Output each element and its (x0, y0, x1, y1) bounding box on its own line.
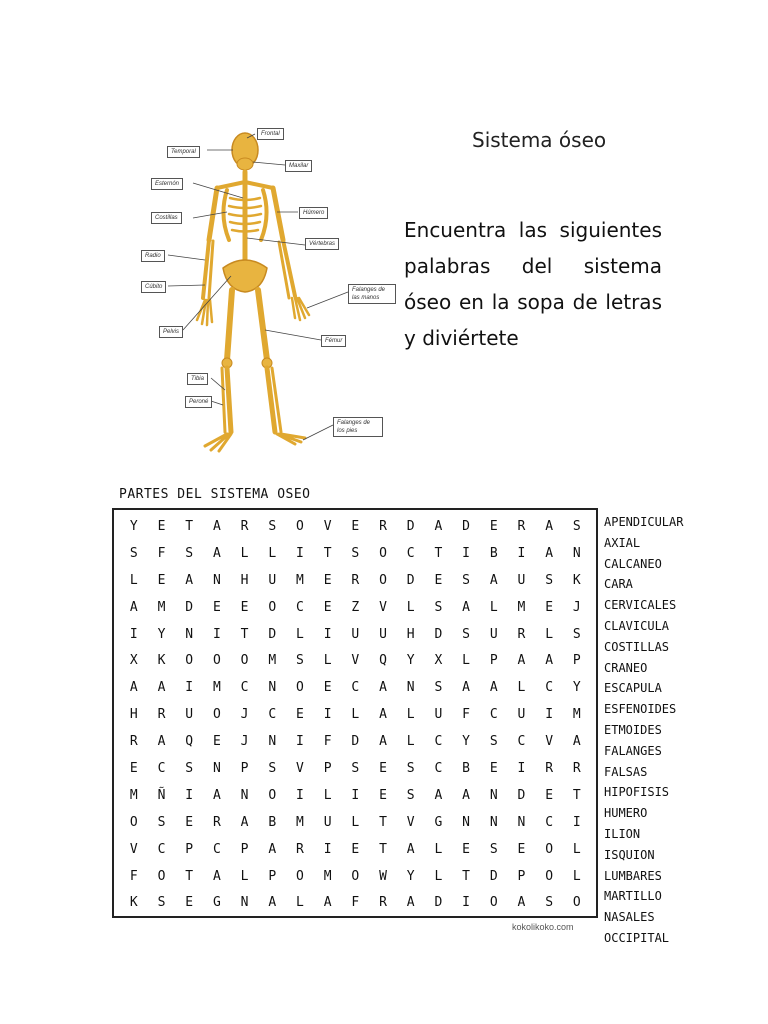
word-list-item: LUMBARES (604, 868, 662, 883)
grid-cell: S (351, 761, 360, 777)
grid-cell: D (268, 626, 277, 642)
grid-cell: P (489, 653, 498, 669)
grid-cell: V (351, 653, 360, 669)
grid-cell: U (517, 707, 526, 723)
grid-cell: L (434, 868, 443, 884)
grid-cell: K (129, 895, 138, 911)
grid-cell: Y (462, 734, 470, 750)
grid-cell: U (434, 707, 443, 723)
label-cubito: Cúbito (141, 281, 166, 293)
grid-cell: V (323, 519, 332, 534)
grid-cell: X (434, 653, 443, 669)
grid-cell: S (572, 626, 581, 642)
word-list-item: MARTILLO (604, 889, 662, 904)
word-list-item: CLAVICULA (604, 618, 670, 633)
grid-cell: C (351, 680, 360, 696)
grid-cell: E (185, 895, 194, 911)
grid-cell: Y (406, 653, 415, 669)
grid-cell: H (129, 707, 138, 723)
grid-cell: B (268, 814, 277, 830)
grid-cell: D (434, 626, 443, 642)
grid-cell: U (379, 626, 387, 642)
grid-cell: A (379, 734, 387, 750)
word-list-item: ISQUION (604, 847, 655, 862)
grid-cell: E (351, 519, 360, 534)
grid-cell: S (434, 599, 443, 615)
label-costillas: Costillas (151, 212, 182, 224)
grid-cell: S (545, 572, 554, 588)
grid-cell: N (406, 680, 415, 696)
grid-cell: A (268, 841, 277, 857)
grid-cell: R (379, 895, 387, 911)
grid-cell: U (517, 572, 526, 588)
grid-cell: D (434, 895, 443, 911)
grid-cell: D (489, 868, 498, 884)
grid-cell: G (434, 814, 443, 830)
grid-cell: S (268, 519, 277, 534)
grid-cell: D (351, 734, 360, 750)
grid-cell: E (379, 787, 387, 803)
grid-cell: M (572, 707, 581, 723)
grid-cell: I (212, 626, 221, 642)
label-tibia: Tibia (187, 373, 208, 385)
grid-cell: C (157, 761, 166, 777)
grid-cell: A (517, 895, 526, 911)
grid-cell: O (545, 841, 554, 857)
grid-cell: P (572, 653, 581, 669)
grid-cell: L (434, 841, 443, 857)
grid-cell: E (129, 761, 138, 777)
grid-cell: A (572, 734, 581, 750)
grid-cell: A (545, 519, 554, 534)
grid-cell: Ñ (157, 787, 166, 803)
instructions-text: Encuentra las siguientes palabras del sistema óseo en la sopa de letras y diviértete (404, 218, 662, 350)
grid-cell: S (157, 814, 166, 830)
grid-cell: N (572, 545, 581, 561)
word-list-item: FALANGES (604, 743, 662, 758)
grid-cell: S (434, 680, 443, 696)
grid-cell: U (185, 707, 194, 723)
grid-cell: A (129, 680, 138, 696)
grid-cell: I (517, 761, 526, 777)
grid-cell: T (572, 787, 581, 803)
grid-cell: C (406, 545, 415, 561)
grid-cell: R (572, 761, 581, 777)
grid-cell: L (240, 868, 249, 884)
grid-cell: C (545, 680, 554, 696)
grid-cell: S (157, 895, 166, 911)
grid-cell: N (212, 761, 221, 777)
grid-cell: S (268, 761, 277, 777)
grid-cell: Y (406, 868, 415, 884)
grid-cell: O (296, 519, 304, 534)
grid-cell: T (462, 868, 470, 884)
grid-cell: I (323, 626, 332, 642)
grid-cell: R (157, 707, 166, 723)
grid-cell: T (240, 626, 249, 642)
grid-cell: E (157, 519, 166, 534)
grid-cell: D (406, 519, 415, 534)
grid-cell: R (129, 734, 138, 750)
grid-cell: L (517, 680, 526, 696)
grid-cell: I (129, 626, 138, 642)
grid-cell: C (434, 761, 443, 777)
grid-cell: C (489, 707, 498, 723)
word-list-item: APENDICULAR (604, 515, 684, 529)
grid-cell: L (323, 787, 332, 803)
grid-cell: H (240, 572, 249, 588)
page-title: Sistema óseo (472, 128, 607, 152)
grid-cell: V (545, 734, 554, 750)
grid-cell: D (185, 599, 194, 615)
grid-cell: A (379, 707, 387, 723)
grid-cell: O (379, 572, 387, 588)
grid-cell: T (379, 814, 387, 830)
grid-cell: Z (351, 599, 360, 615)
grid-cell: O (212, 707, 221, 723)
grid-cell: R (379, 519, 387, 534)
word-list-item: ESFENOIDES (604, 702, 677, 717)
grid-cell: M (517, 599, 526, 615)
grid-cell: E (157, 572, 166, 588)
grid-cell: D (462, 519, 470, 534)
word-list (604, 512, 716, 945)
grid-cell: E (489, 519, 498, 534)
grid-cell: P (240, 761, 249, 777)
grid-cell: M (323, 868, 332, 884)
grid-cell: O (129, 814, 138, 830)
grid-cell: T (323, 545, 332, 561)
grid-cell: A (462, 680, 470, 696)
label-perone: Peroné (185, 396, 212, 408)
grid-cell: R (240, 519, 249, 534)
grid-cell: T (434, 545, 443, 561)
grid-cell: E (517, 841, 526, 857)
grid-cell: E (489, 761, 498, 777)
grid-cell: E (240, 599, 249, 615)
grid-cell: P (240, 841, 249, 857)
grid-cell: O (268, 787, 277, 803)
label-maxilar: Maxilar (285, 160, 312, 172)
grid-cell: S (489, 841, 498, 857)
grid-cell: R (545, 761, 554, 777)
grid-cell: S (296, 653, 304, 669)
word-list-item: NASALES (604, 910, 655, 925)
grid-cell: L (240, 545, 249, 561)
grid-cell: C (545, 814, 554, 830)
grid-cell: A (517, 653, 526, 669)
grid-cell: A (489, 572, 498, 588)
grid-cell: T (185, 868, 194, 884)
grid-cell: J (240, 707, 249, 723)
grid-cell: L (296, 626, 304, 642)
grid-cell: C (517, 734, 526, 750)
grid-cell: O (296, 680, 304, 696)
grid-cell: E (323, 599, 332, 615)
grid-cell: U (351, 626, 360, 642)
grid-cell: M (296, 814, 304, 830)
word-list-item: CALCANEO (604, 556, 662, 571)
grid-cell: Y (572, 680, 581, 696)
grid-cell: E (185, 814, 194, 830)
grid-cell: U (489, 626, 498, 642)
grid-cell: E (545, 599, 554, 615)
grid-cell: S (572, 519, 581, 534)
grid-cell: O (240, 653, 249, 669)
label-radio: Radio (141, 250, 165, 262)
grid-cell: V (129, 841, 138, 857)
grid-cell: E (212, 599, 221, 615)
grid-cell: M (212, 680, 221, 696)
grid-cell: L (323, 653, 332, 669)
label-humero: Húmero (299, 207, 328, 219)
grid-cell: N (212, 572, 221, 588)
grid-cell: R (517, 519, 526, 534)
grid-cell: R (212, 814, 221, 830)
wordsearch-grid-box (112, 508, 598, 918)
grid-cell: L (351, 814, 360, 830)
grid-cell: I (572, 814, 581, 830)
label-vertebras: Vértebras (305, 238, 339, 250)
grid-cell: A (434, 787, 443, 803)
grid-cell: C (240, 680, 249, 696)
label-pelvis: Pelvis (159, 326, 183, 338)
grid-cell: M (157, 599, 166, 615)
grid-cell: Q (379, 653, 387, 669)
grid-cell: A (323, 895, 332, 911)
grid-cell: A (462, 787, 470, 803)
grid-cell: L (129, 572, 138, 588)
grid-cell: X (129, 653, 138, 669)
grid-cell: N (517, 814, 526, 830)
grid-cell: E (462, 841, 470, 857)
grid-cell: I (296, 734, 304, 750)
grid-cell: L (572, 841, 581, 857)
grid-cell: L (268, 545, 277, 561)
grid-cell: L (489, 599, 498, 615)
grid-cell: J (572, 599, 581, 615)
grid-cell: I (462, 545, 470, 561)
grid-cell: L (572, 868, 581, 884)
grid-cell: R (517, 626, 526, 642)
grid-cell: A (212, 519, 221, 534)
label-femur: Fémur (321, 335, 346, 347)
grid-cell: B (462, 761, 470, 777)
grid-cell: P (517, 868, 526, 884)
grid-cell: S (406, 787, 415, 803)
grid-cell: D (517, 787, 526, 803)
grid-cell: F (462, 707, 470, 723)
grid-cell: E (296, 707, 304, 723)
grid-cell: M (268, 653, 277, 669)
grid-cell: O (296, 868, 304, 884)
grid-cell: O (157, 868, 166, 884)
grid-cell: A (129, 599, 138, 615)
grid-cell: I (462, 895, 470, 911)
word-list-item: ESCAPULA (604, 681, 662, 696)
grid-cell: L (351, 707, 360, 723)
grid-cell: I (185, 787, 194, 803)
grid-cell: A (212, 787, 221, 803)
grid-cell: A (545, 545, 554, 561)
grid-cell: N (489, 787, 498, 803)
grid-cell: O (351, 868, 360, 884)
grid-cell: N (489, 814, 498, 830)
grid-cell: O (185, 653, 194, 669)
grid-cell: F (323, 734, 332, 750)
grid-cell: N (268, 680, 277, 696)
word-list-item: HUMERO (604, 806, 648, 821)
grid-cell: D (406, 572, 415, 588)
grid-cell: K (572, 572, 581, 588)
grid-cell: U (268, 572, 277, 588)
grid-cell: N (268, 734, 277, 750)
label-esternon: Esternón (151, 178, 183, 190)
grid-cell: V (379, 599, 387, 615)
label-falanges-manos: Falanges de las manos (348, 284, 396, 304)
grid-cell: P (268, 868, 277, 884)
grid-cell: S (462, 626, 470, 642)
grid-cell: E (379, 761, 387, 777)
grid-cell: I (323, 707, 332, 723)
grid-cell: O (212, 653, 221, 669)
grid-cell: V (406, 814, 415, 830)
grid-cell: K (157, 653, 166, 669)
word-list-item: OCCIPITAL (604, 930, 670, 945)
skeleton-figure (135, 120, 400, 460)
grid-cell: L (545, 626, 554, 642)
grid-cell: F (351, 895, 360, 911)
grid-cell: L (462, 653, 470, 669)
grid-cell: T (185, 519, 194, 534)
word-list-item: CARA (604, 577, 633, 592)
label-frontal: Frontal (257, 128, 284, 140)
grid-cell: J (240, 734, 249, 750)
wordsearch-grid (120, 514, 591, 917)
grid-cell: N (240, 787, 249, 803)
grid-cell: I (545, 707, 554, 723)
grid-cell: O (379, 545, 387, 561)
grid-cell: S (129, 545, 138, 561)
grid-cell: S (489, 734, 498, 750)
grid-cell: V (296, 761, 304, 777)
grid-cell: O (489, 895, 498, 911)
grid-cell: L (406, 599, 415, 615)
grid-cell: S (406, 761, 415, 777)
grid-cell: I (296, 787, 304, 803)
grid-cell: A (545, 653, 554, 669)
grid-cell: A (157, 734, 166, 750)
grid-cell: M (296, 572, 304, 588)
grid-cell: C (434, 734, 443, 750)
grid-cell: M (129, 787, 138, 803)
grid-cell: F (129, 868, 138, 884)
word-list-item: ILION (604, 826, 641, 841)
grid-cell: C (296, 599, 304, 615)
word-list-item: HIPOFISIS (604, 785, 670, 800)
grid-cell: Q (185, 734, 194, 750)
grid-cell: H (406, 626, 415, 642)
grid-cell: E (323, 680, 332, 696)
label-temporal: Temporal (167, 146, 200, 158)
grid-cell: T (379, 841, 387, 857)
grid-cell: A (379, 680, 387, 696)
grid-cell: F (157, 545, 166, 561)
word-list-item: CRANEO (604, 660, 648, 675)
grid-cell: P (323, 761, 332, 777)
grid-cell: C (157, 841, 166, 857)
credit-text: kokolikoko.com (512, 922, 574, 932)
grid-cell: N (240, 895, 249, 911)
grid-cell: E (323, 572, 332, 588)
grid-cell: L (296, 895, 304, 911)
grid-cell: C (212, 841, 221, 857)
grid-cell: A (462, 599, 470, 615)
grid-cell: S (545, 895, 554, 911)
grid-cell: C (268, 707, 277, 723)
grid-cell: E (351, 841, 360, 857)
grid-cell: O (572, 895, 581, 911)
grid-cell: A (157, 680, 166, 696)
word-list-item: ETMOIDES (604, 722, 662, 737)
grid-cell: A (489, 680, 498, 696)
grid-cell: A (212, 868, 221, 884)
grid-cell: P (185, 841, 194, 857)
grid-cell: N (185, 626, 194, 642)
grid-cell: B (489, 545, 498, 561)
word-list-item: CERVICALES (604, 598, 677, 613)
grid-cell: R (296, 841, 304, 857)
grid-cell: A (240, 814, 249, 830)
grid-cell: Y (157, 626, 166, 642)
wordsearch-heading: PARTES DEL SISTEMA OSEO (119, 487, 311, 502)
word-list-item: AXIAL (604, 535, 641, 550)
grid-cell: I (517, 545, 526, 561)
grid-cell: E (212, 734, 221, 750)
grid-cell: A (406, 841, 415, 857)
grid-cell: I (185, 680, 194, 696)
grid-cell: Y (129, 519, 138, 534)
grid-cell: O (268, 599, 277, 615)
grid-cell: U (323, 814, 332, 830)
grid-cell: G (212, 895, 221, 911)
grid-cell: S (185, 545, 194, 561)
word-list-item: COSTILLAS (604, 639, 670, 654)
grid-cell: A (212, 545, 221, 561)
grid-cell: A (434, 519, 443, 534)
grid-cell: S (351, 545, 360, 561)
grid-cell: S (185, 761, 194, 777)
grid-cell: L (406, 707, 415, 723)
grid-cell: O (545, 868, 554, 884)
grid-cell: I (296, 545, 304, 561)
grid-cell: N (462, 814, 470, 830)
grid-cell: A (185, 572, 194, 588)
grid-cell: A (268, 895, 277, 911)
grid-cell: R (351, 572, 360, 588)
grid-cell: S (462, 572, 470, 588)
grid-cell: L (406, 734, 415, 750)
grid-cell: W (379, 868, 387, 884)
grid-cell: E (434, 572, 443, 588)
grid-cell: I (351, 787, 360, 803)
word-list-item: FALSAS (604, 764, 648, 779)
grid-cell: A (406, 895, 415, 911)
grid-cell: I (323, 841, 332, 857)
grid-cell: E (545, 787, 554, 803)
label-falanges-pies: Falanges de los pies (333, 417, 383, 437)
